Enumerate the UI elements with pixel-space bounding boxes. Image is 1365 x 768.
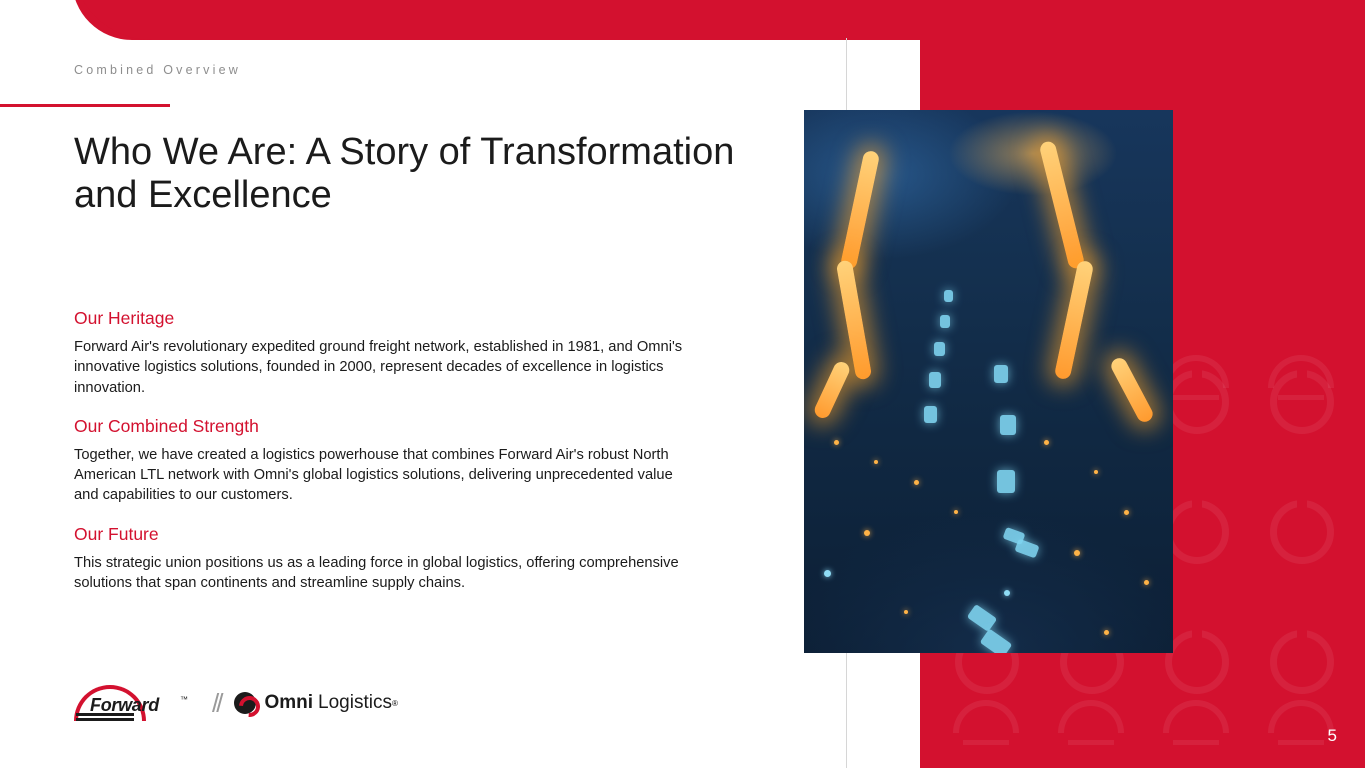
block-body: Forward Air's revolutionary expedited ground freight network, established in 1981, and Omni's innovative logistics solutions, founded in 2000, represent decades of excellence in logistics innovation.	[74, 339, 683, 396]
content-block	[74, 416, 689, 506]
section-eyebrow: Combined Overview	[74, 63, 241, 77]
top-red-banner	[72, 0, 942, 40]
omni-logistics-logo	[234, 692, 397, 714]
hero-image	[804, 110, 1173, 653]
forward-air-logo	[74, 683, 192, 723]
block-heading: Our Heritage	[74, 308, 175, 328]
content-block	[74, 524, 689, 594]
forward-wordmark: Forward	[90, 695, 159, 715]
page-number: 5	[1327, 726, 1337, 745]
content-blocks	[74, 308, 689, 611]
page-title: Who We Are: A Story of Transformation and Excellence	[74, 131, 735, 217]
accent-rule	[0, 104, 170, 107]
omni-circle-icon	[234, 692, 256, 714]
forward-trademark: ™	[180, 695, 188, 704]
forward-bar-icon	[76, 718, 134, 721]
block-body: Together, we have created a logistics powerhouse that combines Forward Air's robust North American LTL network with Omni's global logistics solutions, delivering unprecedented value and capabilities to our customers.	[74, 446, 673, 504]
logo-lockup	[74, 681, 398, 725]
block-body: This strategic union positions us as a leading force in global logistics, offering comprehensive solutions that span continents and streamline supply chains.	[74, 554, 679, 591]
omni-wordmark: Omni	[264, 692, 314, 713]
content-block	[74, 308, 689, 398]
omni-trademark: ®	[391, 698, 398, 708]
block-heading: Our Combined Strength	[74, 415, 259, 436]
logo-divider: //	[212, 687, 221, 718]
omni-subword: Logistics	[318, 692, 392, 713]
block-heading: Our Future	[74, 523, 159, 544]
